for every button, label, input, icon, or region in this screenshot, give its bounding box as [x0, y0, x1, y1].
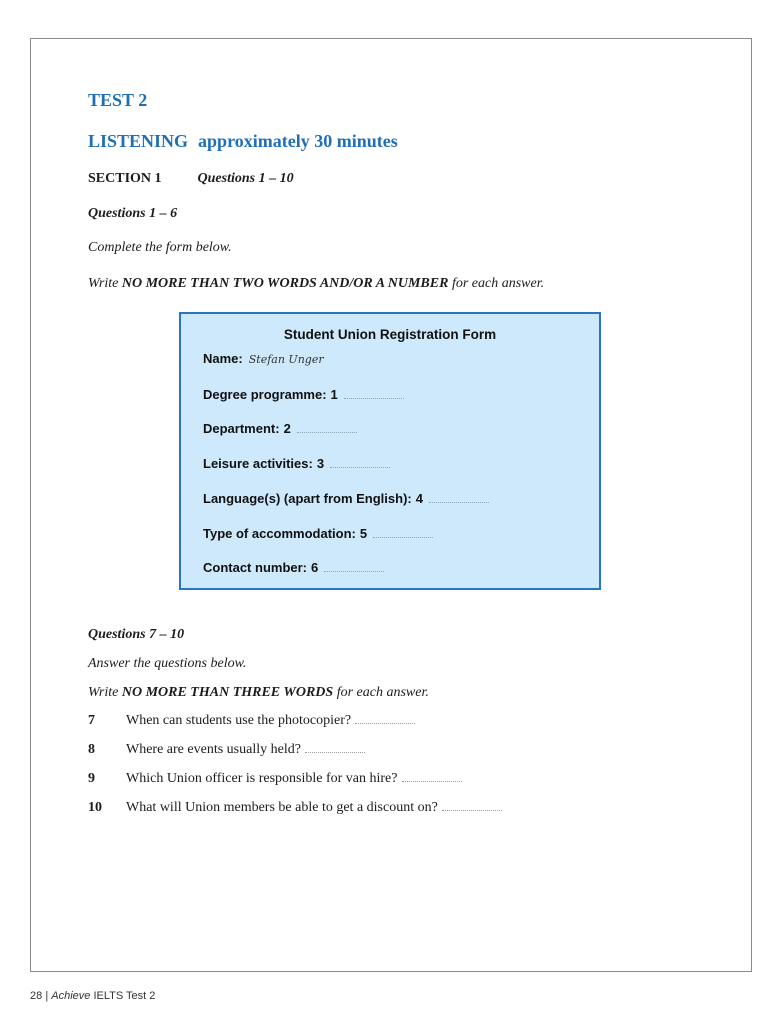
part1-rule [88, 276, 544, 292]
part1-rule-bold: NO MORE THAN TWO WORDS AND/OR A NUMBER [121, 276, 449, 291]
answer-blank[interactable] [442, 800, 502, 811]
question-text: When can students use the photocopier? [126, 713, 352, 728]
form-title: Student Union Registration Form [283, 327, 497, 342]
question-number: 8 [88, 742, 95, 757]
part1-instruction: Complete the form below. [88, 240, 232, 255]
part2-rule-bold: NO MORE THAN THREE WORDS [121, 685, 334, 700]
question-text: What will Union members be able to get a discount on? [126, 800, 438, 815]
field-label: Leisure activities: [203, 456, 313, 471]
answer-blank[interactable] [429, 492, 489, 503]
part1-rule-suffix: for each answer. [448, 276, 545, 291]
page-number: 28 [30, 990, 43, 1002]
field-number: 3 [316, 456, 325, 471]
section-questions: Questions 1 – 10 [197, 171, 294, 186]
listening-title: LISTENING [88, 131, 189, 151]
field-number: 5 [359, 526, 368, 541]
field-number: 6 [311, 560, 319, 575]
question-row [88, 771, 462, 787]
test-title: TEST 2 [88, 90, 148, 110]
question-row [88, 742, 365, 758]
question-text: Which Union officer is responsible for van hire? [126, 771, 398, 786]
field-number: 1 [330, 387, 338, 402]
answer-blank[interactable] [344, 388, 404, 399]
part2-heading: Questions 7 – 10 [88, 627, 185, 642]
form-field-languages [203, 491, 489, 506]
question-number: 9 [88, 771, 95, 786]
field-label: Degree programme: [203, 387, 327, 402]
answer-blank[interactable] [373, 527, 433, 538]
field-label: Language(s) (apart from English): [203, 491, 412, 506]
duration-text: approximately 30 minutes [198, 131, 398, 151]
field-label: Type of accommodation: [203, 526, 356, 541]
part2-rule-suffix: for each answer. [333, 685, 429, 700]
answer-blank[interactable] [297, 422, 357, 433]
question-number: 10 [88, 800, 102, 815]
part2-rule-prefix: Write [88, 685, 122, 700]
field-label: Contact number: [203, 560, 307, 575]
question-row [88, 713, 415, 729]
answer-blank[interactable] [324, 561, 384, 572]
form-field-contact [203, 560, 384, 575]
footer-separator: | [45, 990, 49, 1002]
part2-rule [88, 685, 429, 701]
part1-heading: Questions 1 – 6 [88, 206, 178, 221]
field-label: Department: [203, 421, 280, 436]
question-row [88, 800, 502, 816]
field-number: 4 [415, 491, 423, 506]
form-field-name [203, 351, 324, 366]
answer-blank[interactable] [355, 713, 415, 724]
footer-book: IELTS Test 2 [93, 990, 156, 1002]
part1-rule-prefix: Write [88, 276, 122, 291]
page-footer [30, 990, 155, 1002]
answer-blank[interactable] [330, 457, 390, 468]
form-field-accommodation [203, 526, 433, 541]
name-value: Stefan Unger [248, 353, 324, 366]
section-heading [88, 131, 398, 152]
form-field-department [203, 421, 357, 436]
question-text: Where are events usually held? [126, 742, 301, 757]
registration-form [179, 312, 601, 590]
part2-instruction: Answer the questions below. [88, 656, 247, 671]
footer-brand: Achieve [51, 990, 91, 1002]
section-line [88, 171, 294, 187]
form-field-degree [203, 387, 404, 402]
name-label: Name: [203, 351, 243, 366]
section-label: SECTION 1 [88, 171, 162, 186]
field-number: 2 [283, 421, 291, 436]
form-field-leisure [203, 456, 390, 471]
answer-blank[interactable] [305, 742, 365, 753]
answer-blank[interactable] [402, 771, 462, 782]
question-number: 7 [88, 713, 95, 728]
